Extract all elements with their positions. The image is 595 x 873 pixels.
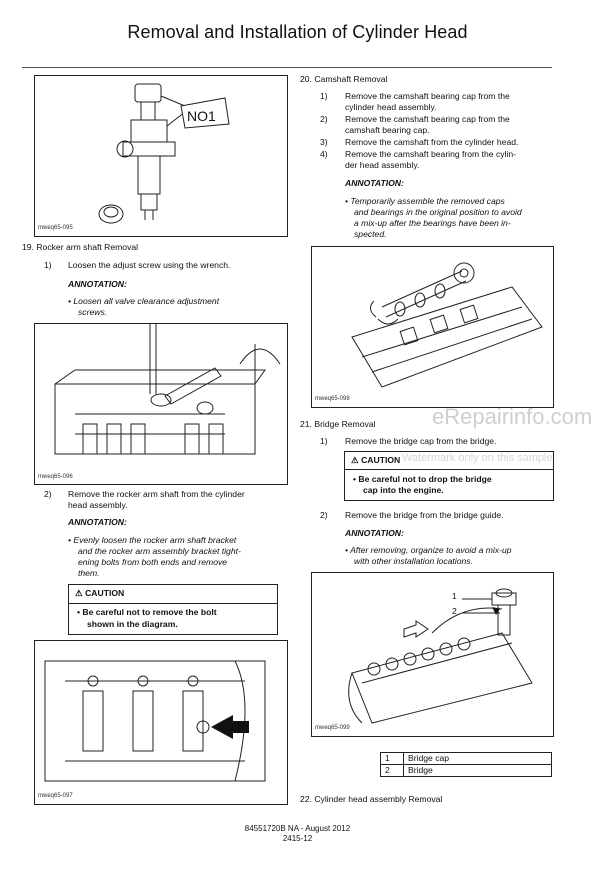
caution-heading: ⚠ CAUTION: [351, 455, 401, 465]
section-21-title: 21. Bridge Removal: [300, 419, 376, 429]
annotation-heading: ANNOTATION:: [345, 178, 404, 188]
step-text: cylinder head assembly.: [345, 102, 437, 112]
annotation-line: • Temporarily assemble the removed caps: [345, 196, 505, 206]
annotation-line: • Evenly loosen the rocker arm shaft bracket: [68, 535, 237, 545]
step-text: Remove the camshaft bearing cap from the: [345, 114, 510, 124]
figure-bolt: [34, 640, 288, 805]
caution-line: • Be careful not to remove the bolt: [77, 607, 217, 617]
annotation-line: spected.: [354, 229, 387, 239]
bridge-drawing: [312, 573, 553, 736]
legend-number: 1: [381, 753, 404, 765]
caution-line: shown in the diagram.: [87, 619, 178, 629]
step-number: 2): [320, 114, 328, 124]
step-number: 1): [320, 436, 328, 446]
caution-box: [344, 451, 554, 501]
caution-divider: [345, 469, 553, 470]
footer-page: 2415-12: [282, 834, 313, 843]
annotation-line: • After removing, organize to avoid a mix-up: [345, 545, 512, 555]
section-22-title: 22. Cylinder head assembly Removal: [300, 794, 443, 804]
step-text: Remove the bridge cap from the bridge.: [345, 436, 497, 446]
page-title: Removal and Installation of Cylinder Head: [127, 22, 468, 42]
legend-name: Bridge cap: [404, 753, 552, 765]
caution-line: • Be careful not to drop the bridge: [353, 474, 492, 484]
annotation-line: ening bolts from both ends and remove: [78, 557, 228, 567]
legend-number: 2: [381, 765, 404, 777]
figure-camshaft: [311, 246, 554, 408]
figure-injector: [34, 75, 288, 237]
footer-code: 84551720B NA - August 2012: [244, 824, 351, 833]
figure-label: mweq65-097: [38, 793, 73, 799]
title-rule: [22, 67, 552, 68]
caution-line: cap into the engine.: [363, 485, 444, 495]
figure-label: mweq65-098: [315, 396, 350, 402]
no1-tag: NO1: [187, 108, 216, 124]
annotation-heading: ANNOTATION:: [345, 528, 404, 538]
section-19-title: 19. Rocker arm shaft Removal: [22, 242, 139, 252]
rocker-wrench-drawing: [35, 324, 287, 484]
legend-name: Bridge: [404, 765, 552, 777]
legend-table: [380, 752, 552, 777]
annotation-line: with other installation locations.: [354, 556, 473, 566]
injector-drawing: [35, 76, 287, 236]
annotation-heading: ANNOTATION:: [68, 517, 127, 527]
figure-bridge: [311, 572, 554, 737]
step-text: camshaft bearing cap.: [345, 125, 430, 135]
figure-label: mweq65-099: [315, 725, 350, 731]
caution-heading: ⚠ CAUTION: [75, 588, 125, 598]
annotation-line: • Loosen all valve clearance adjustment: [68, 296, 220, 306]
step-text: Remove the camshaft bearing from the cylin-: [345, 149, 516, 159]
watermark-note: Watermark only on this sample: [402, 452, 553, 464]
callout-1: 1: [452, 591, 457, 601]
figure-rocker-wrench: [34, 323, 288, 485]
step-number: 2): [44, 489, 52, 499]
step-text: Remove the camshaft from the cylinder head.: [345, 137, 519, 147]
legend-row: [381, 765, 552, 777]
annotation-line: a mix-up after the bearings have been in-: [354, 218, 511, 228]
step-text: Remove the rocker arm shaft from the cylinder: [68, 489, 245, 499]
bolt-drawing: [35, 641, 287, 804]
annotation-line: and the rocker arm assembly bracket tight-: [78, 546, 241, 556]
step-text: head assembly.: [68, 500, 128, 510]
legend-row: [381, 753, 552, 765]
step-text: Remove the bridge from the bridge guide.: [345, 510, 504, 520]
step-number: 1): [44, 260, 52, 270]
section-20-title: 20. Camshaft Removal: [300, 74, 388, 84]
annotation-heading: ANNOTATION:: [68, 279, 127, 289]
camshaft-drawing: [312, 247, 553, 407]
step-text: der head assembly.: [345, 160, 420, 170]
annotation-line: screws.: [78, 307, 108, 317]
figure-label: mweq65-095: [38, 225, 73, 231]
step-text: Remove the camshaft bearing cap from the: [345, 91, 510, 101]
annotation-line: them.: [78, 568, 100, 578]
caution-divider: [69, 603, 277, 604]
figure-label: mweq65-096: [38, 474, 73, 480]
step-number: 4): [320, 149, 328, 159]
watermark-site: eRepairinfo.com: [432, 404, 593, 429]
annotation-line: and bearings in the original position to avoid: [354, 207, 522, 217]
callout-2: 2: [452, 606, 457, 616]
step-number: 2): [320, 510, 328, 520]
caution-box: [68, 584, 278, 635]
step-number: 3): [320, 137, 328, 147]
step-number: 1): [320, 91, 328, 101]
step-text: Loosen the adjust screw using the wrench.: [68, 260, 231, 270]
